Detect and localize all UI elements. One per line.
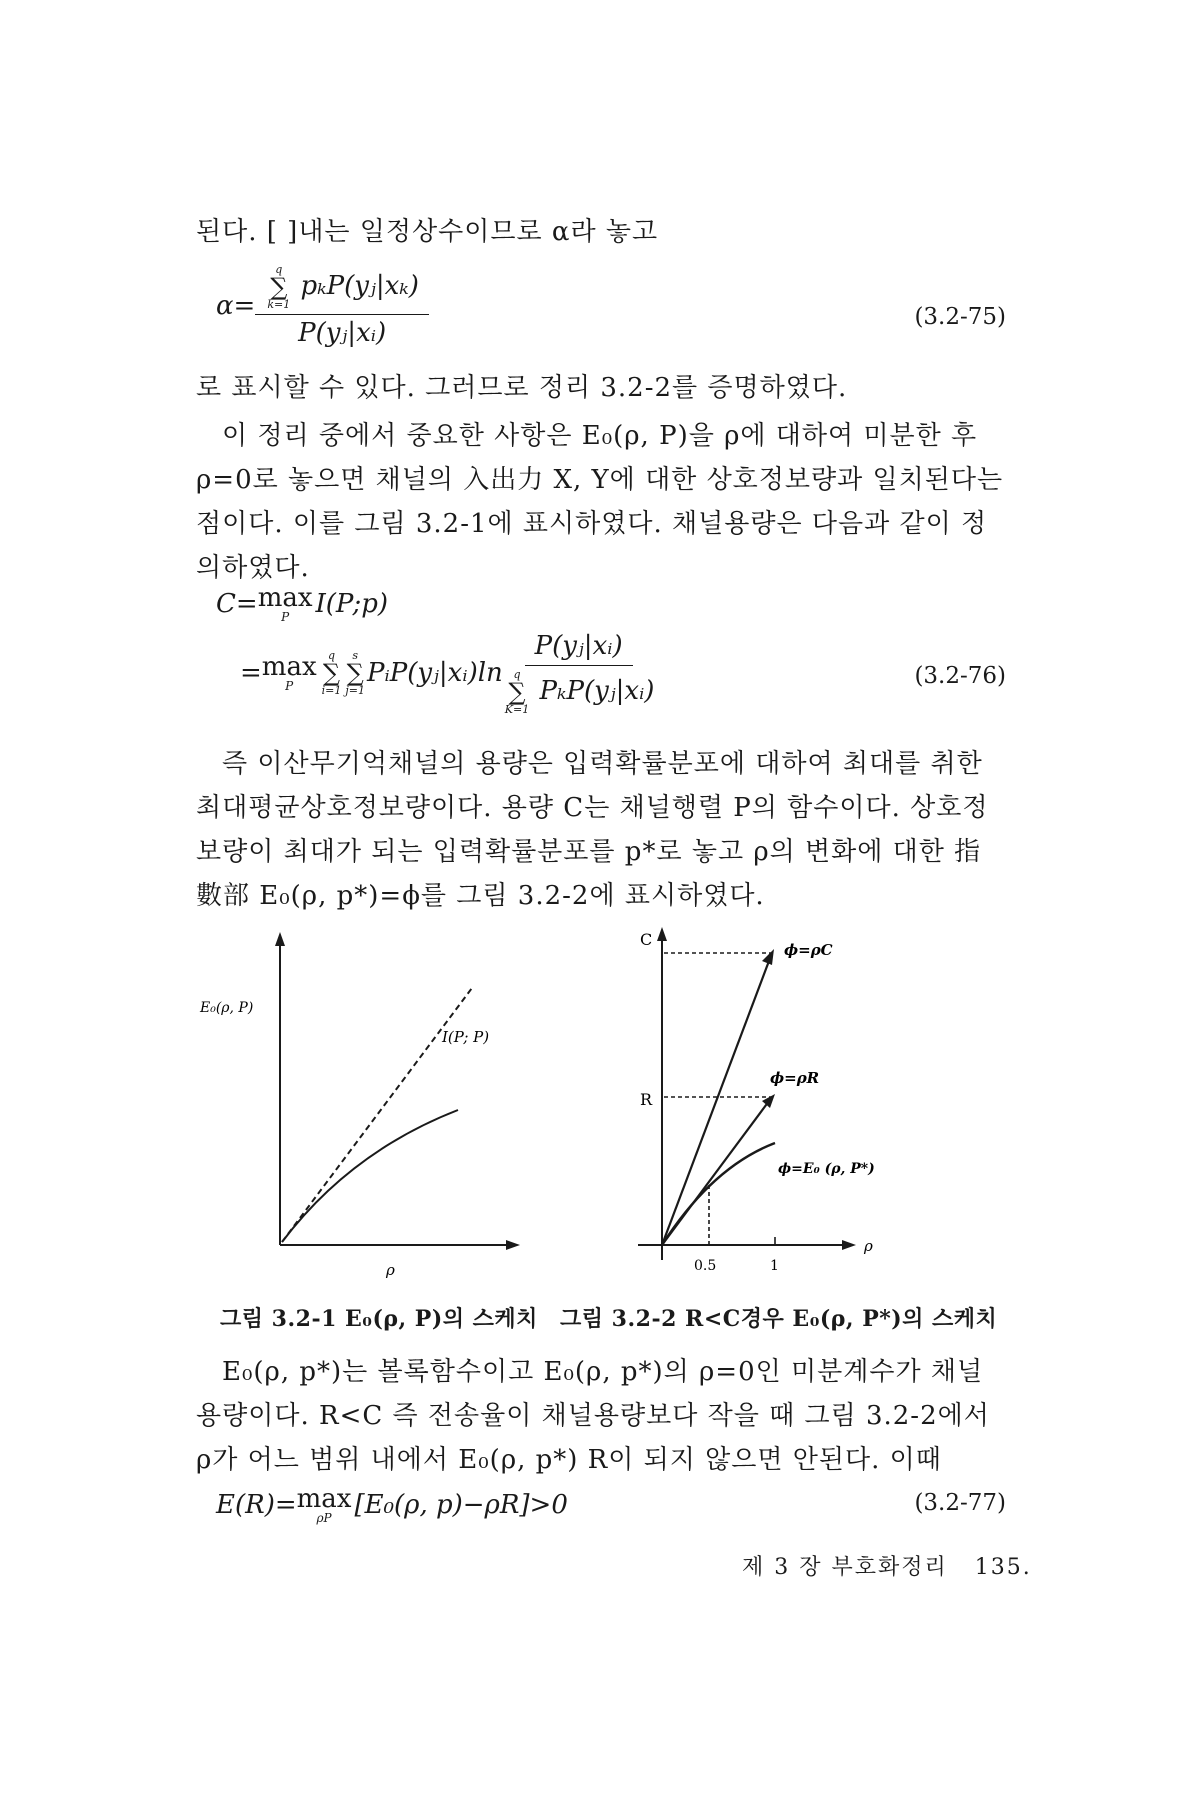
fig2-c-label: C [640,930,653,949]
eq77-sub: ρP [316,1511,332,1525]
eq76-fraction [503,631,655,715]
eq76-numerator: P(yⱼ|xᵢ) [525,631,633,666]
fig2-curve [662,1143,775,1245]
eq76-sum-i: q ∑ i=1 [321,649,342,697]
figure-3-2-2 [620,925,1040,1285]
text-line-intro: 된다. [ ]내는 일정상수이므로 α라 놓고 [196,217,659,247]
eq76-sum-j-bottom: j=1 [345,684,365,697]
fig1-curve-label: I(P; P) [442,1028,490,1046]
fig2-x-arrow [842,1240,856,1250]
eq76-sum-j: s ∑ j=1 [345,649,365,697]
fig1-x-arrow [506,1240,520,1250]
eq76-denominator: PₖP(yⱼ|xᵢ) [539,676,655,706]
eq77-number: (3.2-77) [914,1490,1006,1516]
equation-3-2-76 [196,585,1006,725]
eq77-lhs: E(R)= [216,1490,297,1520]
fig2-line-c-arrow [762,949,774,965]
eq77-max [297,1486,352,1524]
eq76-sum-i-bottom: i=1 [321,684,342,697]
page-footer [742,1550,1032,1581]
eq76-line1-op: max [257,583,313,613]
paragraph-derivative: 이 정리 중에서 중요한 사항은 E₀(ρ, P)을 ρ에 대하여 미분한 후 ρ=0로 놓으면 채널의 入出力 X, Y에 대한 상호정보량과 일치된다는 점이다. 이를 그림 3.2-1에 표시하였다. 채널용량은 다음과 같이 정의하였다. [196,421,1004,583]
eq77-rhs: [E₀(ρ, p)−ρR]>0 [354,1490,568,1520]
fig2-tick-05-label: 0.5 [694,1258,717,1274]
fig2-y-arrow [657,927,667,941]
eq77-op: max [296,1484,352,1514]
caption-figure-3-2-2: 그림 3.2-2 R<C경우 E₀(ρ, P*)의 스케치 [560,1306,998,1332]
page-number: 135. [974,1555,1032,1580]
eq76-term: PᵢP(yⱼ|xᵢ)ln [367,658,503,688]
eq76-number: (3.2-76) [914,663,1006,689]
figure-3-2-1 [190,930,530,1290]
fig2-curve-label: ϕ=E₀ (ρ, P*) [778,1161,875,1177]
equation-3-2-75 [196,258,1006,348]
eq75-sum-bottom: k=1 [267,298,291,311]
eq76-line1-lhs: C= [216,589,258,619]
equation-3-2-77 [196,1486,1006,1536]
paragraph-convex: E₀(ρ, p*)는 볼록함수이고 E₀(ρ, p*)의 ρ=0인 미분계수가 채널용량이다. R<C 즉 전송율이 채널용량보다 작을 때 그림 3.2-2에서 ρ가 어느 범위 내에서 E₀(ρ, p*) R이 되지 않으면 안된다. 이때 [196,1357,990,1475]
paragraph-capacity: 즉 이산무기억채널의 용량은 입력확률분포에 대하여 최대를 취한 최대평균상호정보량이다. 용량 C는 채널행렬 P의 함수이다. 상호정보량이 최대가 되는 입력확률분포를 p*로 놓고 ρ의 변화에 대한 指數部 E₀(ρ, p*)=ϕ를 그림 3.2-2에 표시하였다. [196,749,989,911]
eq75-number: (3.2-75) [914,304,1006,330]
eq76-line1-max [258,585,313,623]
eq76-den-sum: q ∑ K=1 [504,668,530,716]
eq76-line1-rhs: I(P;p) [315,589,389,619]
eq76-den-sum-bottom: K=1 [504,703,530,716]
fig1-xlabel: ρ [386,1261,395,1279]
eq75-sum: q ∑ k=1 [267,263,291,311]
eq75-denominator: P(yⱼ|xᵢ) [298,318,387,348]
eq76-den-sum-top: q [513,668,521,681]
eq76-line2-lhs: = [240,658,262,688]
eq75-fraction [255,264,429,348]
caption-figure-3-2-1: 그림 3.2-1 E₀(ρ, P)의 스케치 [220,1306,538,1332]
eq76-line2-sub: P [285,679,294,693]
footer-chapter: 제 3 장 부호화정리 [742,1555,948,1580]
eq75-lhs: α= [216,291,256,321]
text-line-proof: 로 표시할 수 있다. 그러므로 정리 3.2-2를 증명하였다. [196,373,848,403]
eq76-line2-op: max [261,652,317,682]
eq75-numerator: pₖP(yⱼ|xₖ) [300,271,419,301]
fig2-xlabel: ρ [864,1237,873,1255]
fig2-r-label: R [640,1090,653,1109]
eq76-line2-max [262,654,317,692]
fig1-y-arrow [275,932,285,946]
fig2-line-r-label: ϕ=ρR [770,1069,820,1087]
eq76-sum-i-top: q [327,649,336,662]
fig2-line-r-arrow [762,1094,775,1108]
eq76-line1-sub: P [281,610,290,624]
fig1-curve [282,1110,458,1242]
eq76-sum-j-top: s [352,649,358,662]
fig2-line-c [662,953,772,1245]
eq75-sum-top: q [275,263,283,276]
fig2-line-c-label: ϕ=ρC [784,941,833,959]
fig1-ylabel: E₀(ρ, P) [200,1000,254,1016]
fig2-tick-1-label: 1 [770,1258,779,1274]
